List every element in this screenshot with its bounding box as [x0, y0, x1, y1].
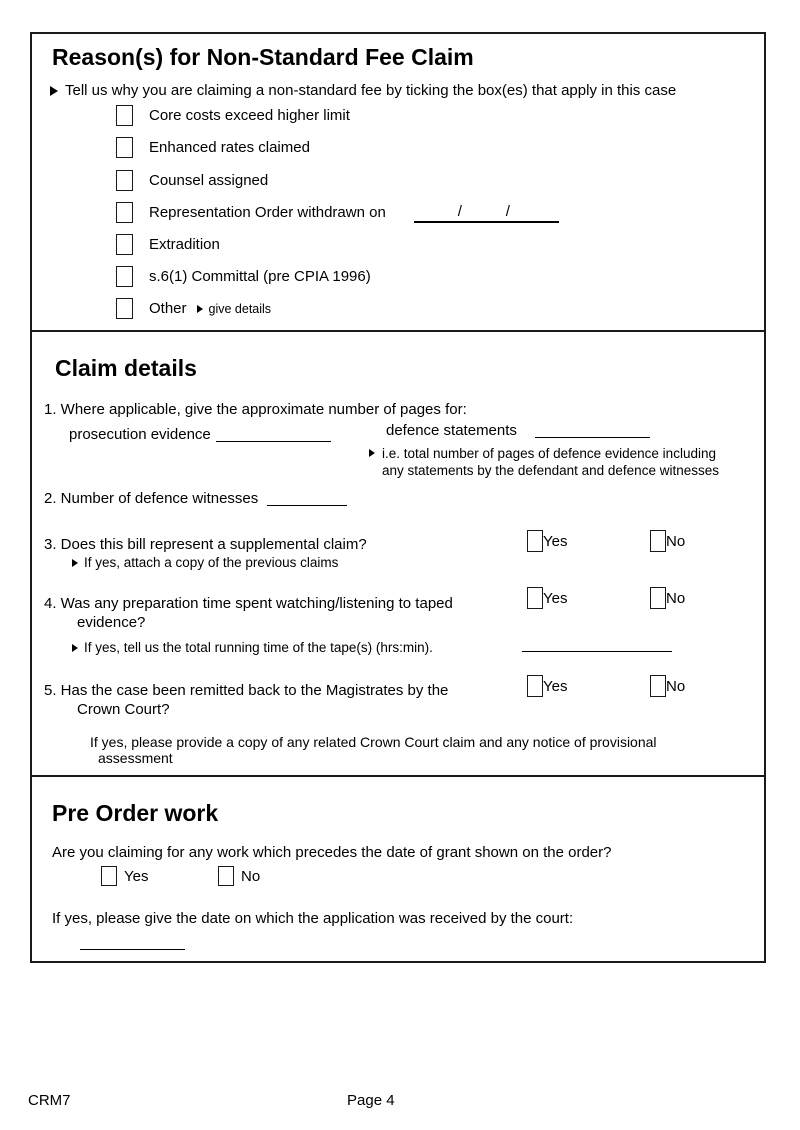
section-divider	[32, 775, 764, 777]
footer-form-id: CRM7	[28, 1092, 71, 1109]
tape-running-time-field[interactable]	[522, 636, 672, 652]
reason-row-rep-order-withdrawn	[116, 202, 559, 223]
pointer-icon	[197, 305, 203, 313]
section-title-claim-details: Claim details	[55, 355, 197, 381]
q4-no-option	[650, 587, 685, 609]
reason-row-enhanced-rates	[116, 137, 310, 158]
q4-no-label: No	[666, 589, 686, 607]
q3-no-checkbox[interactable]	[650, 530, 666, 552]
other-note-row	[197, 301, 272, 317]
preorder-no-option	[218, 866, 260, 886]
core-costs-checkbox[interactable]	[116, 105, 133, 126]
form-border-box	[30, 32, 766, 963]
preorder-yes-label: Yes	[124, 867, 149, 885]
reason-label: s.6(1) Committal (pre CPIA 1996)	[149, 268, 371, 285]
other-checkbox[interactable]	[116, 298, 133, 319]
other-note-text: give details	[208, 301, 272, 316]
pointer-icon	[72, 644, 78, 652]
prosecution-evidence-row	[69, 425, 331, 444]
reason-row-counsel-assigned	[116, 170, 268, 191]
q4-no-checkbox[interactable]	[650, 587, 666, 609]
counsel-assigned-checkbox[interactable]	[116, 170, 133, 191]
q3-no-option	[650, 530, 685, 552]
preorder-no-checkbox[interactable]	[218, 866, 234, 886]
defence-statements-row	[386, 421, 650, 440]
section-title-pre-order: Pre Order work	[52, 800, 219, 826]
q4-yes-option	[527, 587, 567, 609]
reason-label: Representation Order withdrawn on	[149, 204, 386, 221]
reason-label: Counsel assigned	[149, 172, 269, 189]
pointer-icon	[50, 86, 58, 96]
q4-label-line2: evidence?	[77, 614, 146, 631]
reason-label: Core costs exceed higher limit	[149, 107, 350, 124]
q4-note-text: If yes, tell us the total running time of the tape(s) (hrs:min).	[84, 640, 433, 655]
reason-label: Enhanced rates claimed	[149, 139, 310, 156]
q5-no-label: No	[666, 677, 686, 695]
application-date-field[interactable]	[80, 934, 185, 950]
reasons-intro-text: Tell us why you are claiming a non-standard fee by ticking the box(es) that apply in this case	[65, 82, 677, 99]
q3-yes-option	[527, 530, 567, 552]
reasons-intro-row	[50, 81, 676, 100]
q1-label: 1. Where applicable, give the approximate number of pages for:	[44, 401, 467, 418]
q2-label: 2. Number of defence witnesses	[44, 490, 259, 507]
q4-yes-label: Yes	[543, 589, 568, 607]
footer-page-number: Page 4	[347, 1092, 395, 1109]
defence-statements-field[interactable]	[535, 423, 650, 438]
q5-no-checkbox[interactable]	[650, 675, 666, 697]
defence-witnesses-row	[44, 489, 347, 508]
q3-label: 3. Does this bill represent a supplemental claim?	[44, 536, 367, 553]
section-divider	[32, 330, 764, 332]
q5-note-line1: If yes, please provide a copy of any related Crown Court claim and any notice of provisional	[90, 734, 657, 750]
reason-row-core-costs	[116, 105, 350, 126]
enhanced-rates-checkbox[interactable]	[116, 137, 133, 158]
pointer-icon	[72, 559, 78, 567]
prosecution-evidence-label: prosecution evidence	[69, 426, 211, 443]
date-separator: /	[457, 202, 462, 220]
preorder-yes-checkbox[interactable]	[101, 866, 117, 886]
defence-note-line1: i.e. total number of pages of defence evidence including	[382, 446, 716, 461]
section-title-reasons: Reason(s) for Non-Standard Fee Claim	[52, 44, 474, 70]
q5-note-line2: assessment	[98, 750, 173, 766]
preorder-if-yes-text: If yes, please give the date on which the application was received by the court:	[52, 910, 574, 927]
q5-yes-label: Yes	[543, 677, 568, 695]
reason-label: Extradition	[149, 236, 220, 253]
q4-yes-checkbox[interactable]	[527, 587, 543, 609]
q3-yes-checkbox[interactable]	[527, 530, 543, 552]
q5-label-line1: 5. Has the case been remitted back to the Magistrates by the	[44, 682, 449, 699]
defence-witnesses-field[interactable]	[267, 491, 347, 506]
reason-row-extradition	[116, 234, 220, 255]
date-separator: /	[505, 202, 510, 220]
q5-yes-option	[527, 675, 567, 697]
reason-row-committal	[116, 266, 371, 287]
defence-statements-note	[369, 445, 773, 479]
preorder-question: Are you claiming for any work which precedes the date of grant shown on the order?	[52, 844, 612, 861]
q5-label-line2: Crown Court?	[77, 701, 170, 718]
preorder-yes-option	[101, 866, 148, 886]
rep-order-withdrawn-checkbox[interactable]	[116, 202, 133, 223]
q4-label-line1: 4. Was any preparation time spent watching/listening to taped	[44, 595, 453, 612]
prosecution-evidence-field[interactable]	[216, 427, 331, 442]
preorder-no-label: No	[241, 867, 261, 885]
q5-yes-checkbox[interactable]	[527, 675, 543, 697]
q3-note-row	[72, 554, 338, 571]
reason-row-other	[116, 298, 271, 319]
q4-note-row	[72, 639, 433, 656]
extradition-checkbox[interactable]	[116, 234, 133, 255]
q3-yes-label: Yes	[543, 532, 568, 550]
q3-note-text: If yes, attach a copy of the previous claims	[84, 555, 339, 570]
committal-checkbox[interactable]	[116, 266, 133, 287]
defence-statements-label: defence statements	[386, 422, 517, 439]
withdrawal-date-field[interactable]	[414, 203, 559, 223]
defence-note-line2: any statements by the defendant and defence witnesses	[382, 463, 719, 478]
reason-label: Other	[149, 300, 187, 317]
pointer-icon	[369, 449, 375, 457]
q3-no-label: No	[666, 532, 686, 550]
q5-no-option	[650, 675, 685, 697]
